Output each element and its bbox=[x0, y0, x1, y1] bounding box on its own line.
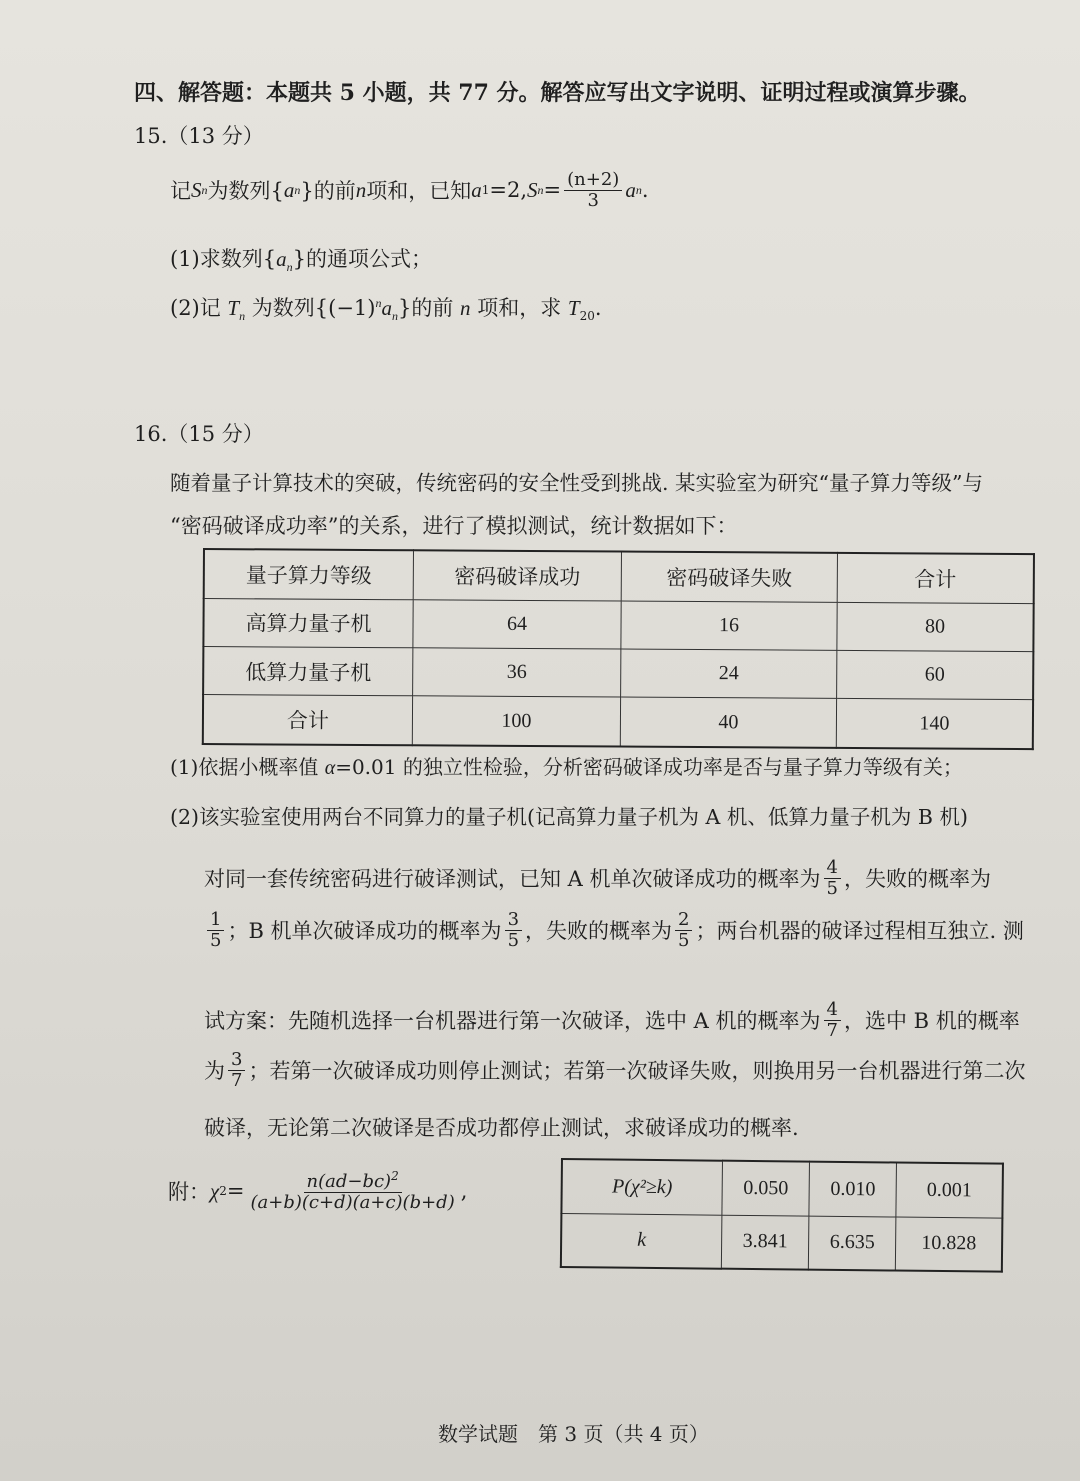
q15-stem bbox=[170, 170, 649, 211]
q15-var: S bbox=[191, 177, 202, 202]
q15-fraction: $\frac{(n+2)}{3}$ bbox=[564, 170, 622, 211]
q16-part2-line3: $\frac{1}{5}$ ；B 机单次破译成功的概率为 $\frac{3}{5}$ ，失败的概率为 $\frac{2}{5}$ ；两台机器的破译过程相互独立. 测 bbox=[204, 910, 1024, 951]
q15-text: 项和，已知 bbox=[366, 179, 472, 204]
q16-intro-line2: “密码破译成功率”的关系，进行了模拟测试，统计数据如下： bbox=[170, 514, 738, 538]
q16-part2-line4: 试方案：先随机选择一台机器进行第一次破译，选中 A 机的概率为 $\frac{4}{7}$ ，选中 B 机的概率 bbox=[204, 999, 1020, 1041]
table-header: 密码破译成功 bbox=[413, 550, 621, 600]
q15-var: a bbox=[625, 177, 636, 202]
q15-eq: = bbox=[543, 178, 562, 203]
table-cell: 0.050 bbox=[722, 1161, 810, 1216]
table-cell: 40 bbox=[620, 698, 836, 748]
table-cell: 高算力量子机 bbox=[203, 598, 413, 648]
table-cell: 低算力量子机 bbox=[203, 646, 413, 696]
fraction: $\frac{4}{5}$ bbox=[824, 858, 841, 899]
table-cell: P(χ²≥k) bbox=[561, 1159, 722, 1215]
q15-sub: n bbox=[537, 182, 544, 197]
fraction: $\frac{4}{7}$ bbox=[824, 1000, 841, 1041]
table-header-row bbox=[204, 549, 1034, 603]
table-cell: 80 bbox=[837, 602, 1034, 652]
q15-var: a bbox=[283, 177, 295, 202]
table-cell: 100 bbox=[412, 696, 620, 746]
q15-sub: n bbox=[294, 182, 301, 197]
q16-part1: (1)依据小概率值 α=0.01 的独立性检验，分析密码破译成功率是否与量子算力等级有关； bbox=[170, 755, 963, 779]
q15-text: =2, bbox=[489, 178, 528, 203]
q15-text: 为数列{ bbox=[207, 179, 284, 204]
q15-part1: (1)求数列$\{a_n\}$的通项公式； bbox=[170, 247, 432, 275]
q15-sub: n bbox=[201, 182, 208, 197]
table-header: 量子算力等级 bbox=[204, 549, 414, 599]
data-table bbox=[202, 548, 1035, 750]
table-cell: 合计 bbox=[203, 695, 413, 745]
page-footer: 数学试题 第 3 页（共 4 页） bbox=[438, 1422, 709, 1446]
table-cell: 60 bbox=[837, 650, 1034, 700]
fraction: $\frac{3}{7}$ bbox=[228, 1050, 245, 1091]
table-cell: 3.841 bbox=[721, 1215, 809, 1270]
q15-header: 15.（13 分） bbox=[134, 124, 264, 148]
appendix-formula: 附： χ 2 = $\frac{n(ad-bc)^2}{(a+b)(c+d)(a+c)(b+d)}$ , bbox=[168, 1169, 468, 1213]
q16-intro-line1: 随着量子计算技术的突破，传统密码的安全性受到挑战. 某实验室为研究“量子算力等级”与 bbox=[170, 471, 983, 495]
table-cell: 24 bbox=[621, 649, 837, 699]
table-cell: 0.010 bbox=[809, 1162, 897, 1217]
q15-text: 记 bbox=[170, 179, 191, 204]
fraction: $\frac{2}{5}$ bbox=[675, 910, 692, 951]
section-heading: 四、解答题：本题共 5 小题，共 77 分。解答应写出文字说明、证明过程或演算步骤。 bbox=[134, 80, 981, 106]
table-row bbox=[203, 598, 1033, 652]
q15-sub: n bbox=[635, 182, 642, 197]
q16-part2-line2: 对同一套传统密码进行破译测试，已知 A 机单次破译成功的概率为 $\frac{4}{5}$ ，失败的概率为 bbox=[204, 857, 991, 899]
table-header: 密码破译失败 bbox=[621, 552, 837, 602]
table-row bbox=[203, 695, 1033, 749]
table-row bbox=[561, 1213, 1003, 1272]
q16-part2-line1: (2)该实验室使用两台不同算力的量子机(记高算力量子机为 A 机、低算力量子机为 B 机) bbox=[170, 805, 968, 829]
fraction: $\frac{1}{5}$ bbox=[207, 910, 224, 951]
q15-sub: 1 bbox=[481, 183, 490, 198]
q16-part2-line6: 破译，无论第二次破译是否成功都停止测试，求破译成功的概率. bbox=[204, 1116, 799, 1140]
q15-var: a bbox=[471, 177, 482, 202]
table-cell: 6.635 bbox=[808, 1216, 896, 1271]
table-row bbox=[561, 1159, 1003, 1218]
q15-var: n bbox=[355, 177, 367, 202]
table-cell: 64 bbox=[413, 599, 621, 649]
table-cell: k bbox=[561, 1213, 722, 1269]
table-cell: 0.001 bbox=[896, 1163, 1003, 1218]
q16-part2-line5: 为 $\frac{3}{7}$ ；若第一次破译成功则停止测试；若第一次破译失败，则换用另一台机器进行第二次 bbox=[204, 1049, 1026, 1091]
table-header: 合计 bbox=[837, 553, 1034, 603]
table-row bbox=[203, 646, 1033, 700]
table-cell: 10.828 bbox=[896, 1217, 1003, 1272]
table-cell: 140 bbox=[836, 699, 1033, 749]
chi-square-fraction: $\frac{n(ad-bc)^2}{(a+b)(c+d)(a+c)(b+d)}$ bbox=[250, 1169, 455, 1213]
fraction: $\frac{3}{5}$ bbox=[505, 910, 522, 951]
q15-text: }的前 bbox=[300, 179, 356, 204]
q15-var: S bbox=[527, 177, 538, 202]
table-cell: 36 bbox=[413, 648, 621, 698]
table-cell: 16 bbox=[621, 601, 837, 651]
critical-value-table bbox=[560, 1158, 1004, 1273]
q16-header: 16.（15 分） bbox=[134, 422, 264, 446]
q15-part2: (2)记 $T_n$ 为数列$\{(-1)^na_n\}$的前 n 项和，求 $T_{20}$. bbox=[170, 296, 602, 324]
q15-text: . bbox=[641, 178, 649, 203]
